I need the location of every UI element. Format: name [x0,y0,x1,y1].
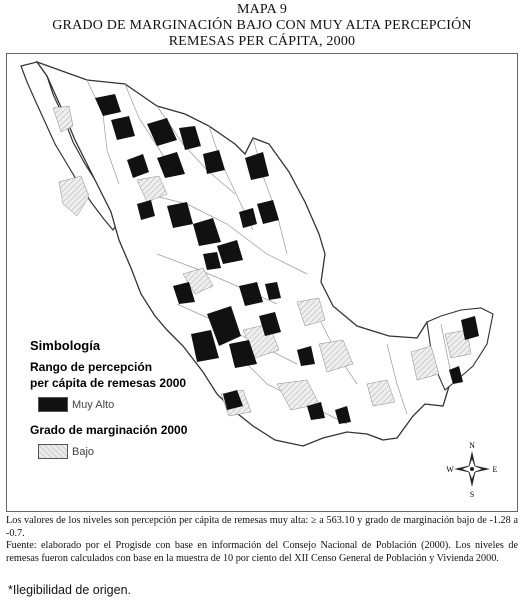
compass-e: E [492,465,498,474]
map-title [0,2,524,50]
legend-item-muy-alto [38,397,187,412]
legibility-note: *Ilegibilidad de origen. [8,583,132,597]
muy-alto-swatch [38,397,68,412]
legend-grado-heading: Grado de marginación 2000 [30,423,188,437]
bajo-label: Bajo [72,445,95,458]
compass-w: W [446,465,454,474]
caption-source: Fuente: elaborado por el Progisde con base en información del Consejo Nacional de Población (2000). Los niveles de remesas fueron calculados con base en la muestra de 10 por ciento del XII Censo General de Población y Vivienda 2000. [6,540,518,564]
legend [30,338,187,469]
map-title-line-1: GRADO DE MARGINACIÓN BAJO CON MUY ALTA PERCEPCIÓN [52,18,472,33]
caption-values: Los valores de los niveles son percepción per cápita de remesas muy alta: ≥ a 563.10 y grado de marginación bajo de -1.28 a -0.7. [6,515,518,539]
legend-heading: Simbología [30,338,101,353]
map-number: MAPA 9 [236,2,288,17]
compass-rose-icon [447,440,497,498]
compass-n: N [469,441,475,450]
muy-alto-label: Muy Alto [72,398,115,411]
legend-item-bajo [38,444,187,459]
compass-s: S [469,490,475,499]
map-caption [6,515,518,565]
bajo-swatch [38,444,68,459]
legend-rango-line-2: per cápita de remesas 2000 [30,376,187,390]
map-title-line-2: REMESAS PER CÁPITA, 2000 [168,34,356,49]
legend-rango-line-1: Rango de percepción [30,360,153,374]
